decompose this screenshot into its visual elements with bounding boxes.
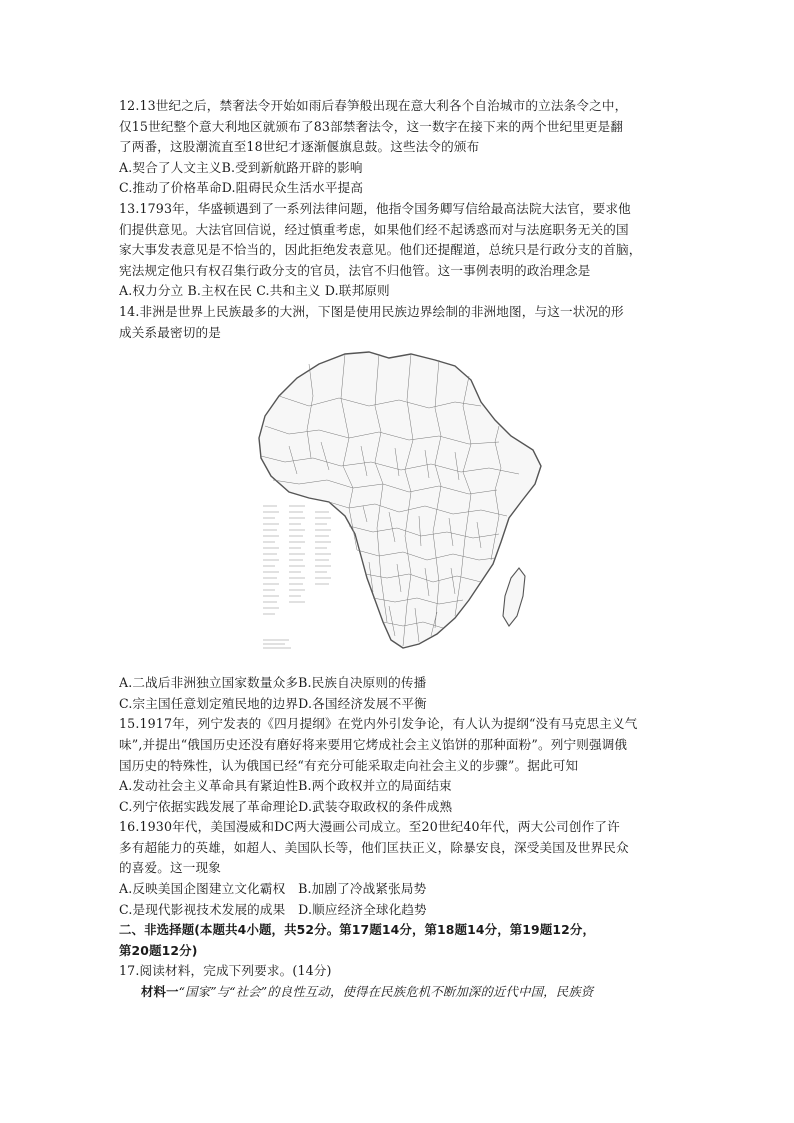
question-14 — [119, 302, 679, 714]
question-12-line-3: 了两番，这股潮流直至18世纪才逐渐偃旗息鼓。这些法令的颁布 — [119, 139, 480, 155]
question-12-options-cd: C.推动了价格革命D.阻碍民众生活水平提高 — [119, 180, 364, 196]
africa-ethnic-map — [249, 346, 549, 662]
question-15-line-2: 味”,并提出“俄国历史还没有磨好将来要用它烤成社会主义馅饼的那种面粉”。列宁则强调俄 — [119, 736, 628, 752]
madagascar-outline — [503, 568, 525, 626]
question-14-line-1: 14.非洲是世界上民族最多的大洲，下图是使用民族边界绘制的非洲地图，与这一状况的形 — [119, 303, 624, 319]
question-16-options-cd: C.是现代影视技术发展的成果 D.顺应经济全球化趋势 — [119, 901, 427, 917]
map-legend — [263, 506, 331, 648]
question-15-line-1: 15.1917年，列宁发表的《四月提纲》在党内外引发争论，有人认为提纲“没有马克思主义气 — [119, 716, 638, 732]
question-13-line-2: 们提供意见。大法官回信说，经过慎重考虑，如果他们经不起诱惑而对与法庭职务无关的国 — [119, 221, 629, 237]
africa-ethnic-map-figure — [119, 345, 679, 663]
section-2-heading-line-2: 第20题12分) — [119, 942, 198, 958]
material-1-text: “国家”与“社会”的良性互动，使得在民族危机不断加深的近代中国，民族资 — [178, 984, 594, 1000]
question-14-line-2: 成关系最密切的是 — [119, 324, 221, 340]
section-2-heading-line-1: 二、非选择题(本题共4小题，共52分。第17题14分，第18题14分，第19题12分， — [119, 922, 595, 938]
exam-page — [119, 96, 679, 1003]
material-1-label: 材料一 — [141, 984, 179, 1000]
question-13 — [119, 199, 679, 302]
question-13-options: A.权力分立 B.主权在民 C.共和主义 D.联邦原则 — [119, 283, 390, 299]
question-12-line-2: 仅15世纪整个意大利地区就颁布了83部禁奢法令，这一数字在接下来的两个世纪里更是翻 — [119, 118, 624, 134]
question-17-line-1: 17.阅读材料，完成下列要求。(14分) — [119, 963, 332, 979]
question-16-line-2: 多有超能力的英雄，如超人、美国队长等，他们匡扶正义，除暴安良，深受美国及世界民众 — [119, 839, 629, 855]
question-15-line-3: 国历史的特殊性，认为俄国已经“有充分可能采取走向社会主义的步骤”。据此可知 — [119, 757, 579, 773]
question-13-line-3: 家大事发表意见是不恰当的，因此拒绝发表意见。他们还提醒道，总统只是行政分支的首脑， — [119, 242, 642, 258]
question-12 — [119, 96, 679, 199]
question-13-line-4: 宪法规定他只有权召集行政分支的官员，法官不归他管。这一事例表明的政治理念是 — [119, 262, 591, 278]
question-15-options-ab: A.发动社会主义革命具有紧迫性B.两个政权并立的局面结束 — [119, 778, 452, 794]
question-17-material-1 — [119, 982, 679, 1003]
question-16-line-3: 的喜爱。这一现象 — [119, 860, 221, 876]
question-15 — [119, 714, 679, 817]
question-12-line-1: 12.13世纪之后，禁奢法令开始如雨后春笋般出现在意大利各个自治城市的立法条令之中， — [119, 98, 628, 113]
question-16-line-1: 16.1930年代，美国漫威和DC两大漫画公司成立。至20世纪40年代，两大公司创作了许 — [119, 819, 620, 835]
question-13-line-1: 13.1793年，华盛顿遇到了一系列法律问题，他指令国务卿写信给最高法院大法官，要求他 — [119, 200, 631, 216]
question-16 — [119, 817, 679, 920]
section-2-heading — [119, 920, 679, 961]
question-16-options-ab: A.反映美国企图建立文化霸权 B.加剧了冷战紧张局势 — [119, 881, 427, 897]
question-15-options-cd: C.列宁依据实践发展了革命理论D.武装夺取政权的条件成熟 — [119, 798, 453, 814]
africa-outline — [259, 352, 541, 648]
question-17 — [119, 961, 679, 1002]
question-12-options-ab: A.契合了人文主义B.受到新航路开辟的影响 — [119, 159, 363, 175]
question-14-options-cd: C.宗主国任意划定殖民地的边界D.各国经济发展不平衡 — [119, 695, 427, 711]
question-14-options-ab: A.二战后非洲独立国家数量众多B.民族自决原则的传播 — [119, 675, 427, 691]
